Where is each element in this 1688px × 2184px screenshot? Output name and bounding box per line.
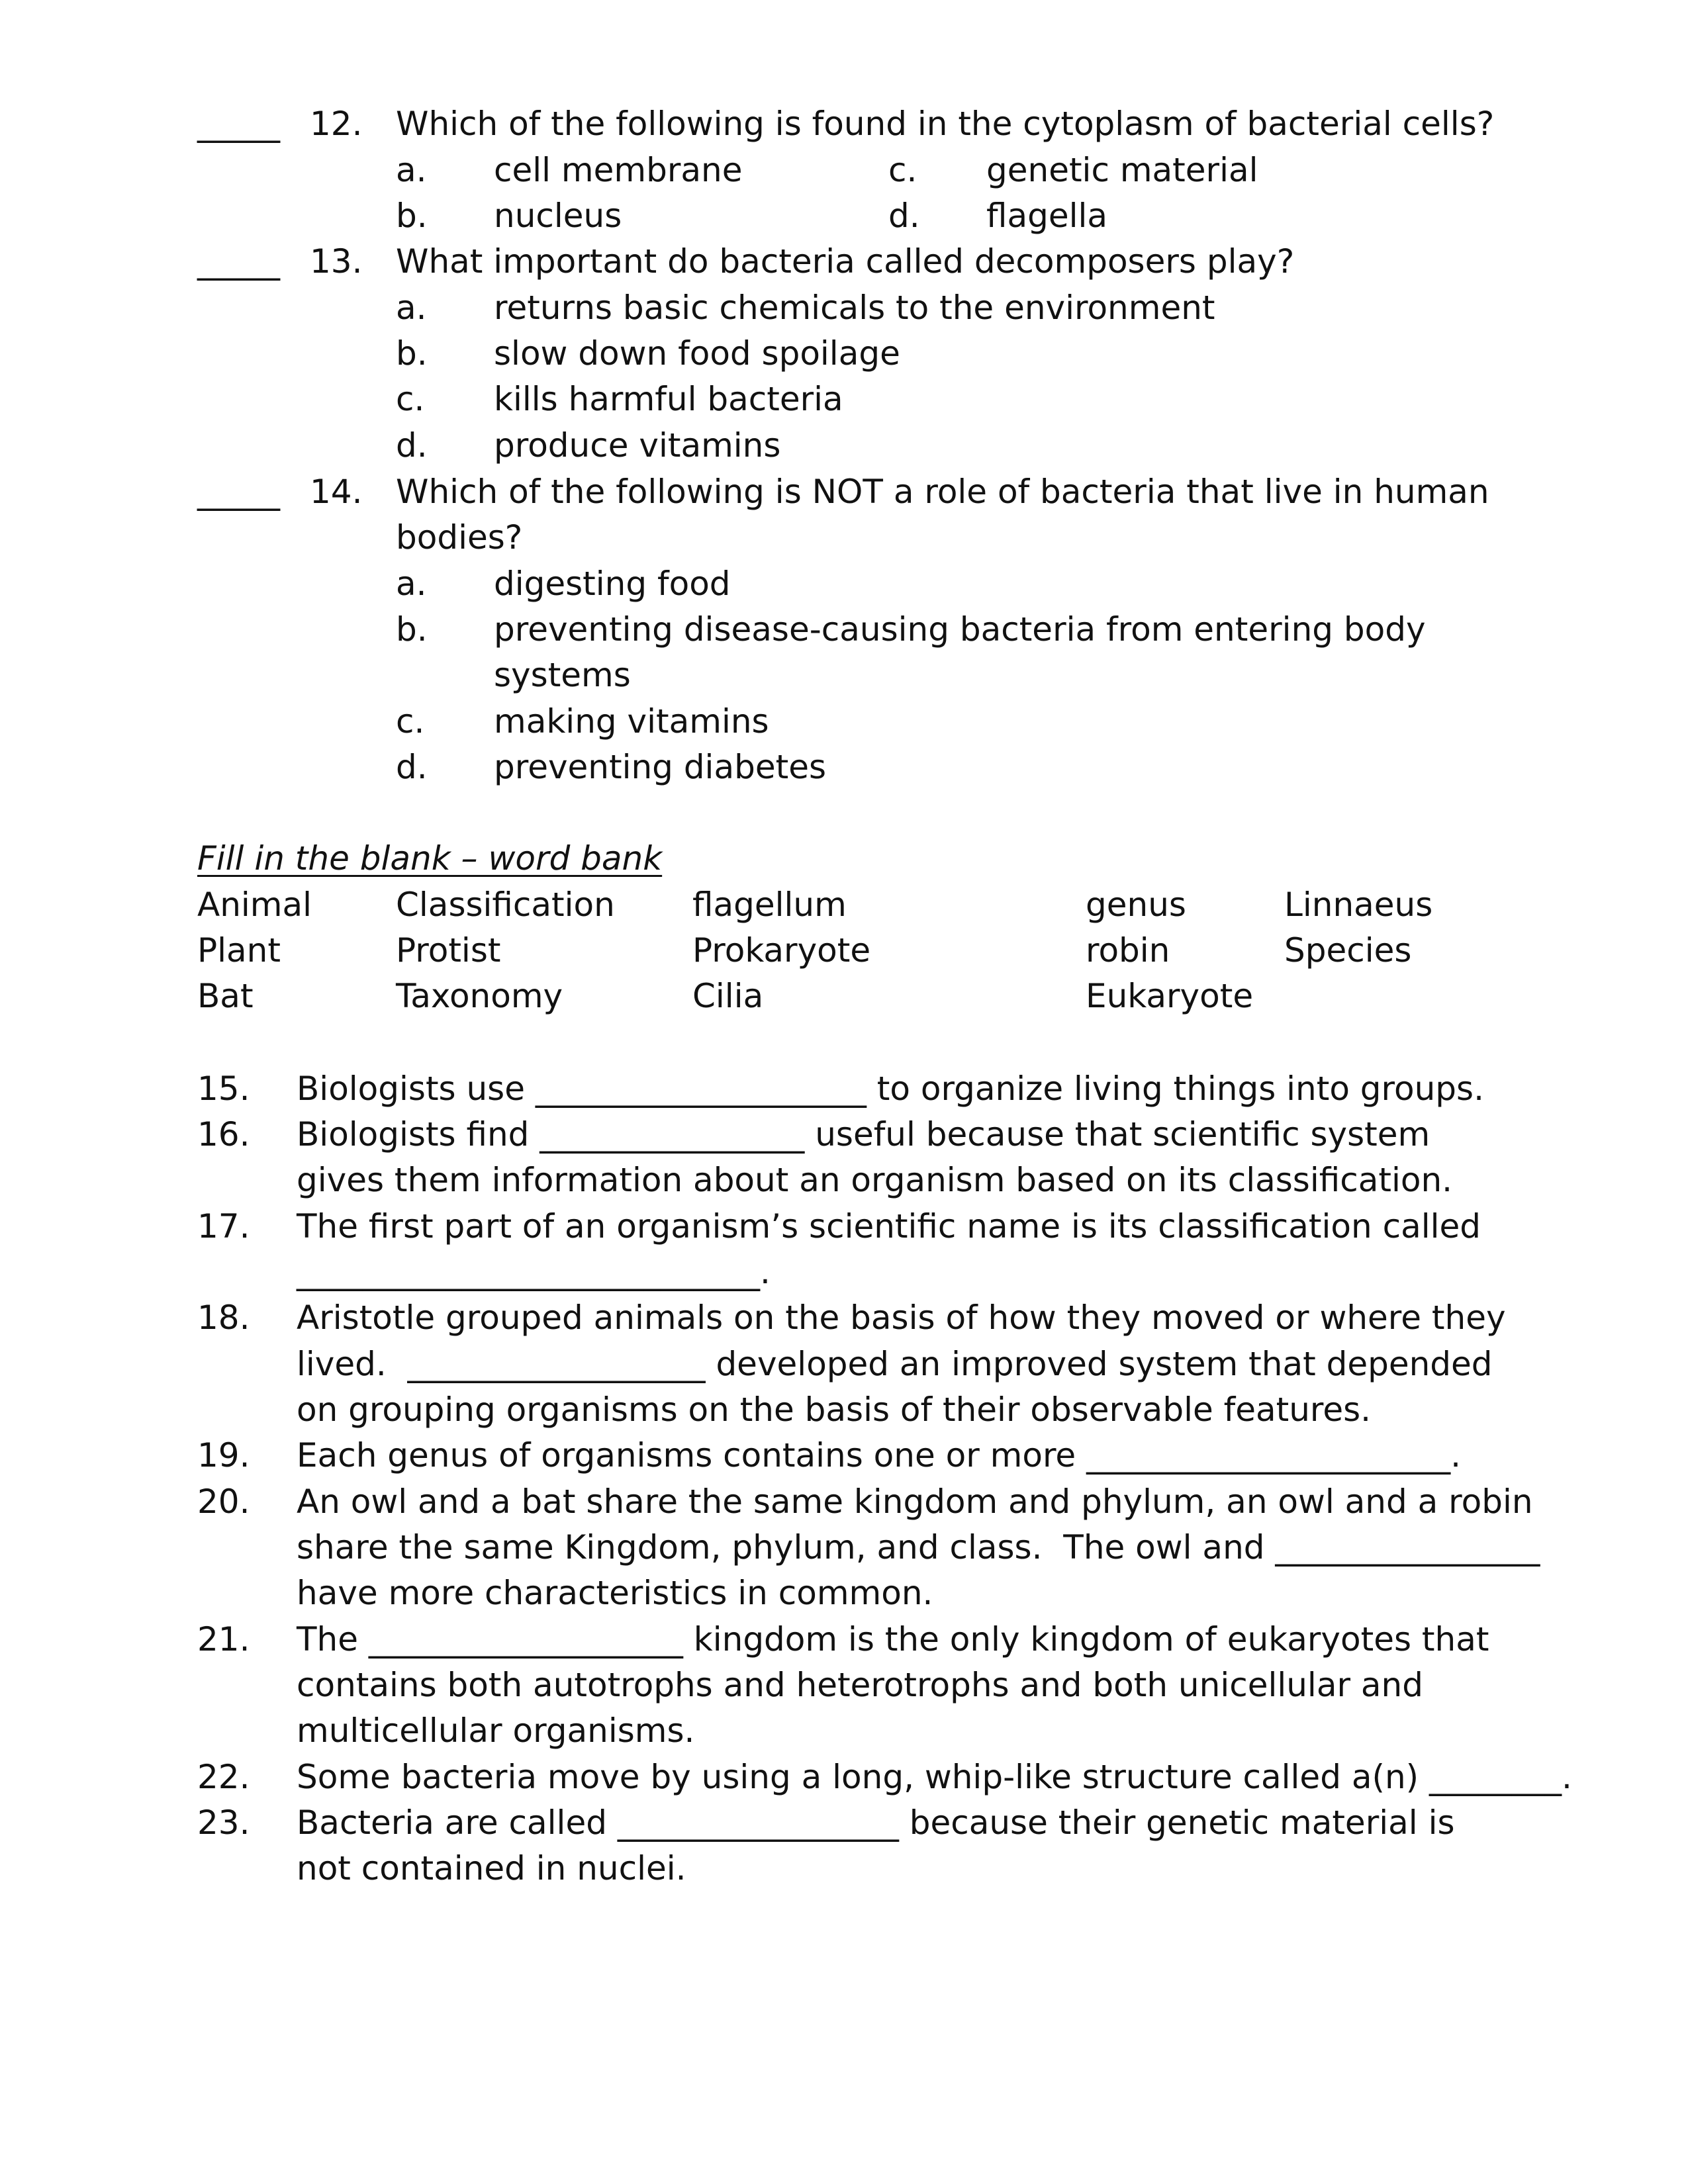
question-18-text: Aristotle grouped animals on the basis of how they moved or where they [297, 1298, 1506, 1337]
choice-text: making vitamins [494, 702, 769, 741]
question-18-text: lived. __________________ developed an improved system that depended [297, 1345, 1493, 1383]
question-number-20: 20. [197, 1482, 250, 1521]
choice-text: genetic material [986, 151, 1258, 189]
question-number-17: 17. [197, 1207, 250, 1246]
question-number-19: 19. [197, 1436, 250, 1475]
word-bank-word: Linnaeus [1284, 886, 1433, 924]
question-20-text: have more characteristics in common. [297, 1574, 933, 1612]
question-20-text: An owl and a bat share the same kingdom and phylum, an owl and a robin [297, 1482, 1533, 1521]
word-bank-word: Plant [197, 931, 281, 970]
choice-text: returns basic chemicals to the environment [494, 289, 1215, 327]
choice-letter: d. [396, 748, 428, 786]
word-bank-word: Prokaryote [692, 931, 871, 970]
word-bank-word: Cilia [692, 977, 764, 1015]
answer-blank-13: _____ [197, 242, 280, 281]
choice-text: preventing diabetes [494, 748, 827, 786]
question-number-15: 15. [197, 1069, 250, 1108]
question-15-text: Biologists use ____________________ to organize living things into groups. [297, 1069, 1484, 1108]
question-14-stem: bodies? [396, 518, 523, 557]
question-14-stem: Which of the following is NOT a role of bacteria that live in human [396, 473, 1489, 511]
question-20-text: share the same Kingdom, phylum, and class. The owl and ________________ [297, 1528, 1540, 1567]
question-number-16: 16. [197, 1115, 250, 1154]
choice-letter: c. [396, 380, 425, 418]
choice-text: systems [494, 656, 631, 694]
choice-letter: d. [396, 426, 428, 465]
word-bank-word: robin [1086, 931, 1170, 970]
choice-text: nucleus [494, 197, 622, 235]
question-number-12: 12. [310, 105, 363, 143]
choice-text: preventing disease-causing bacteria from entering body [494, 610, 1426, 649]
word-bank-word: Species [1284, 931, 1412, 970]
question-number-18: 18. [197, 1298, 250, 1337]
question-17-text: ____________________________. [297, 1253, 771, 1291]
question-21-text: The ___________________ kingdom is the only kingdom of eukaryotes that [297, 1620, 1489, 1659]
choice-letter: b. [396, 334, 428, 373]
word-bank-word: Protist [396, 931, 501, 970]
choice-text: produce vitamins [494, 426, 781, 465]
word-bank-word: Eukaryote [1086, 977, 1254, 1015]
question-13-stem: What important do bacteria called decomposers play? [396, 242, 1295, 281]
choice-letter: a. [396, 151, 427, 189]
question-18-text: on grouping organisms on the basis of their observable features. [297, 1390, 1372, 1429]
word-bank-word: Taxonomy [396, 977, 563, 1015]
choice-text: cell membrane [494, 151, 743, 189]
choice-text: kills harmful bacteria [494, 380, 843, 418]
word-bank-word: Classification [396, 886, 615, 924]
question-number-22: 22. [197, 1758, 250, 1796]
word-bank-word: Bat [197, 977, 254, 1015]
question-16-text: gives them information about an organism based on its classification. [297, 1161, 1453, 1199]
choice-letter: a. [396, 565, 427, 603]
question-19-text: Each genus of organisms contains one or more ______________________. [297, 1436, 1461, 1475]
word-bank-word: genus [1086, 886, 1186, 924]
choice-letter: c. [396, 702, 425, 741]
choice-letter: b. [396, 610, 428, 649]
question-21-text: multicellular organisms. [297, 1711, 695, 1750]
choice-letter: c. [888, 151, 917, 189]
answer-blank-12: _____ [197, 105, 280, 143]
question-number-23: 23. [197, 1803, 250, 1842]
word-bank-word: Animal [197, 886, 312, 924]
question-number-21: 21. [197, 1620, 250, 1659]
question-12-stem: Which of the following is found in the cytoplasm of bacterial cells? [396, 105, 1495, 143]
question-number-14: 14. [310, 473, 363, 511]
question-17-text: The first part of an organism’s scientific name is its classification called [297, 1207, 1481, 1246]
choice-text: slow down food spoilage [494, 334, 900, 373]
question-22-text: Some bacteria move by using a long, whip-like structure called a(n) ________. [297, 1758, 1572, 1796]
question-21-text: contains both autotrophs and heterotrophs and both unicellular and [297, 1666, 1423, 1704]
question-number-13: 13. [310, 242, 363, 281]
question-16-text: Biologists find ________________ useful because that scientific system [297, 1115, 1430, 1154]
answer-blank-14: _____ [197, 473, 280, 511]
choice-letter: b. [396, 197, 428, 235]
word-bank-word: flagellum [692, 886, 847, 924]
choice-letter: a. [396, 289, 427, 327]
word-bank-heading: Fill in the blank – word bank [197, 839, 663, 878]
choice-letter: d. [888, 197, 920, 235]
question-23-text: not contained in nuclei. [297, 1849, 686, 1888]
choice-text: flagella [986, 197, 1108, 235]
choice-text: digesting food [494, 565, 731, 603]
question-23-text: Bacteria are called _________________ because their genetic material is [297, 1803, 1455, 1842]
